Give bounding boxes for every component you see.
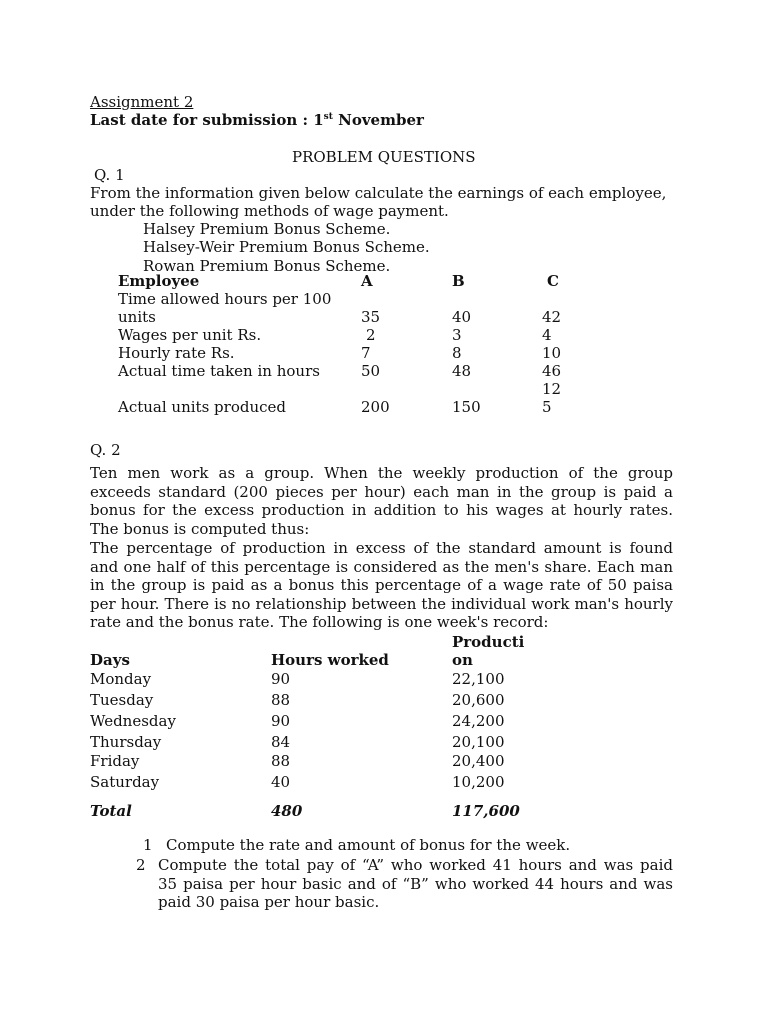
q1-cell-c: 42 (542, 308, 562, 326)
q1-row-label: Time allowed hours per 100 (118, 290, 332, 308)
q2-total-production: 117,600 (452, 802, 520, 820)
submission-prefix: Last date for submission : 1 (90, 111, 324, 129)
q2-row-hours: 40 (271, 773, 291, 791)
subquestion-line: 35 paisa per hour basic and of “B” who worked 44 hours and was (158, 874, 673, 893)
subquestion-text: Compute the rate and amount of bonus for the week. (166, 836, 571, 854)
q2-total-hours: 480 (271, 802, 303, 820)
q1-cell-c: 12 (542, 380, 562, 398)
q1-method: Halsey-Weir Premium Bonus Scheme. (143, 238, 430, 256)
q1-header-c: C (547, 272, 559, 290)
q2-row-day: Monday (90, 670, 152, 688)
q2-row-production: 20,400 (452, 752, 505, 770)
q2-row-day: Thursday (90, 733, 162, 751)
q2-total-label: Total (90, 802, 132, 820)
assignment-title: Assignment 2 (90, 93, 194, 111)
q1-cell-b: 3 (452, 326, 462, 344)
q1-cell-c: 10 (542, 344, 562, 362)
q2-label: Q. 2 (90, 441, 121, 459)
q1-method: Rowan Premium Bonus Scheme. (143, 257, 391, 275)
q1-cell-b: 150 (452, 398, 481, 416)
q2-row-day: Wednesday (90, 712, 176, 730)
q1-row-label: Actual units produced (118, 398, 286, 416)
q1-header-employee: Employee (118, 272, 200, 290)
q2-header-days: Days (90, 651, 130, 669)
q2-row-production: 10,200 (452, 773, 505, 791)
q2-row-hours: 84 (271, 733, 291, 751)
q2-row-production: 20,100 (452, 733, 505, 751)
q1-label: Q. 1 (94, 166, 125, 184)
q2-row-day: Friday (90, 752, 140, 770)
q1-header-b: B (452, 272, 465, 290)
q1-cell-b: 8 (452, 344, 462, 362)
q2-para2-line: per hour. There is no relationship between the individual work man's hourly (90, 594, 673, 613)
q1-cell-a: 7 (361, 344, 371, 362)
q2-para1-line: exceeds standard (200 pieces per hour) each man in the group is paid a (90, 482, 673, 501)
q1-intro-line: under the following methods of wage payment. (90, 202, 449, 220)
q2-row-hours: 88 (271, 752, 291, 770)
q2-para2-line: and one half of this percentage is considered as the men's share. Each man (90, 557, 673, 576)
q1-header-a: A (361, 272, 373, 290)
q1-cell-b: 48 (452, 362, 472, 380)
q2-para1-line: bonus for the excess production in addition to his wages at hourly rates. (90, 501, 673, 520)
submission-date (90, 111, 424, 129)
q1-row-label: Actual time taken in hours (118, 362, 320, 380)
q2-header-production-cont: on (452, 651, 473, 669)
subquestion-number: 1 (143, 836, 153, 854)
q1-cell-a: 35 (361, 308, 381, 326)
q1-cell-a: 200 (361, 398, 390, 416)
q2-row-hours: 90 (271, 712, 291, 730)
subquestion-line: paid 30 paisa per hour basic. (158, 893, 380, 912)
q1-cell-c: 4 (542, 326, 552, 344)
q1-cell-b: 40 (452, 308, 472, 326)
q2-header-hours: Hours worked (271, 651, 389, 669)
q1-row-label: Hourly rate Rs. (118, 344, 235, 362)
q2-row-day: Saturday (90, 773, 160, 791)
q1-row-label: units (118, 308, 156, 326)
q2-para1-line: The bonus is computed thus: (90, 519, 310, 538)
q2-header-production: Producti (452, 633, 525, 651)
submission-suffix: November (332, 111, 424, 129)
subquestion-number: 2 (136, 856, 146, 874)
q1-method: Halsey Premium Bonus Scheme. (143, 220, 391, 238)
submission-sup: st (323, 112, 333, 122)
q1-intro-line: From the information given below calculate the earnings of each employee, (90, 184, 667, 202)
q2-row-production: 20,600 (452, 691, 505, 709)
q2-para2-line: rate and the bonus rate. The following is one week's record: (90, 613, 549, 632)
subquestion-line: Compute the total pay of “A” who worked 41 hours and was paid (158, 856, 673, 874)
q2-para2-line: The percentage of production in excess of the standard amount is found (90, 539, 673, 557)
q2-row-hours: 90 (271, 670, 291, 688)
q1-cell-c: 5 (542, 398, 552, 416)
q2-paragraph-2 (90, 539, 673, 632)
q1-row-label: Wages per unit Rs. (118, 326, 262, 344)
q1-cell-a: 2 (366, 326, 376, 344)
subquestion-text (158, 856, 673, 912)
q1-cell-c: 46 (542, 362, 562, 380)
q1-cell-a: 50 (361, 362, 381, 380)
q2-para2-line: in the group is paid as a bonus this percentage of a wage rate of 50 paisa (90, 576, 673, 595)
q2-row-day: Tuesday (90, 691, 154, 709)
section-title: PROBLEM QUESTIONS (292, 148, 476, 166)
q2-row-production: 24,200 (452, 712, 505, 730)
q2-row-production: 22,100 (452, 670, 505, 688)
q2-paragraph-1 (90, 464, 673, 538)
q2-row-hours: 88 (271, 691, 291, 709)
q2-para1-line: Ten men work as a group. When the weekly production of the group (90, 464, 673, 482)
